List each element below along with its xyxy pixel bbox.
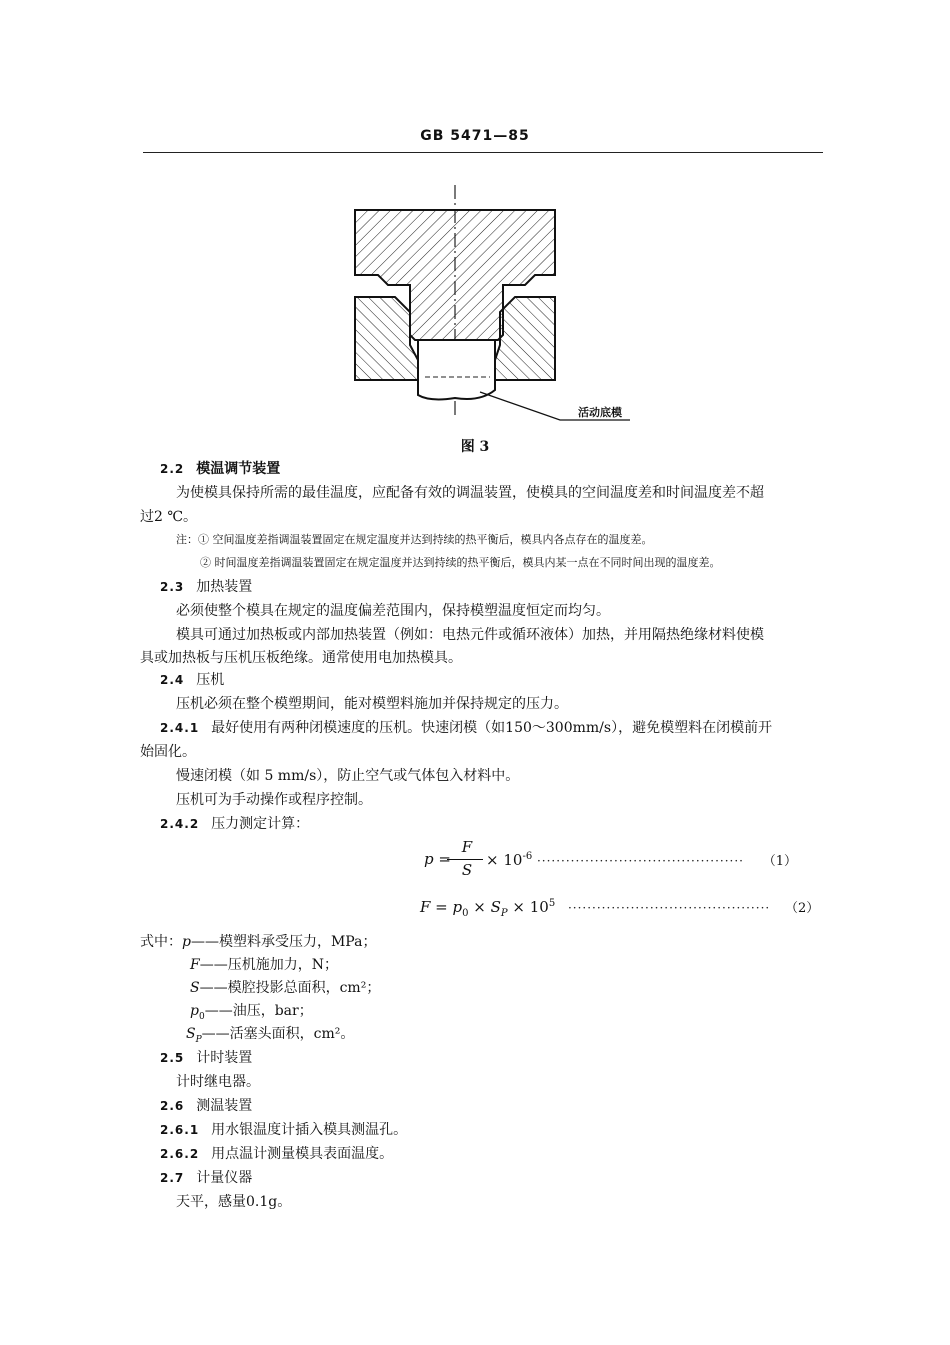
section-2-4-2-heading: 2.4.2 压力测定计算： bbox=[160, 816, 310, 832]
lower-mold-right bbox=[495, 297, 555, 380]
section-2-6-1: 2.6.1 用水银温度计插入模具测温孔。 bbox=[160, 1122, 408, 1138]
formula-1-denominator: S bbox=[461, 861, 473, 879]
section-2-2-heading: 2.2 模温调节装置 bbox=[160, 461, 281, 477]
lower-mold-left bbox=[355, 297, 418, 380]
section-2-4-1-control: 压机可为手动操作或程序控制。 bbox=[176, 792, 372, 808]
note-2: ② 时间温度差指调温装置固定在规定温度并达到持续的热平衡后，模具内某一点在不同时间出现的温度差。 bbox=[200, 556, 721, 569]
movable-bottom-label: 活动底模 bbox=[578, 406, 622, 419]
note-1: 注：① 空间温度差指调温装置固定在规定温度并达到持续的热平衡后，模具内各点存在的温度差。 bbox=[176, 533, 653, 546]
section-2-7-text: 天平，感量0.1g。 bbox=[176, 1194, 292, 1210]
section-2-4-1-slow: 慢速闭模（如 5 mm/s），防止空气或气体包入材料中。 bbox=[176, 768, 520, 784]
formula-1-lhs: p = bbox=[424, 850, 451, 868]
section-2-6-heading: 2.6 测温装置 bbox=[160, 1098, 253, 1114]
section-2-3-text-2-cont: 具或加热板与压机压板绝缘。通常使用电加热模具。 bbox=[140, 650, 462, 666]
section-2-5-text: 计时继电器。 bbox=[176, 1074, 260, 1090]
section-2-5-heading: 2.5 计时装置 bbox=[160, 1050, 253, 1066]
where-item-Sp: $S_P——$活塞头面积，cm²。 bbox=[186, 1026, 355, 1045]
formula-1-numerator: F bbox=[461, 838, 473, 856]
section-2-3-heading: 2.3 加热装置 bbox=[160, 579, 253, 595]
movable-bottom bbox=[418, 340, 495, 399]
formula-1-fraction-bar bbox=[447, 859, 483, 860]
section-2-4-heading: 2.4 压机 bbox=[160, 672, 225, 688]
where-item-S: S——模腔投影总面积，cm²； bbox=[190, 980, 381, 996]
section-2-4-text: 压机必须在整个模塑期间，能对模塑料施加并保持规定的压力。 bbox=[176, 696, 568, 712]
where-item-F: F——压机施加力，N； bbox=[190, 957, 338, 973]
section-2-2-text: 为使模具保持所需的最佳温度，应配备有效的调温装置，使模具的空间温度差和时间温度差不超 bbox=[176, 485, 764, 501]
formula-2: $F = p_0 \times S_P \times 10^5$ ·········································· （2） bbox=[420, 898, 820, 919]
where-item-p0: $p_0——$油压，bar； bbox=[190, 1003, 313, 1022]
formula-1-tail: × $10^{-6}$ ··········································· （1） bbox=[486, 851, 798, 869]
section-2-4-1-text: 2.4.1 最好使用有两种闭模速度的压机。快速闭模（如150～300mm/s），避免模塑料在闭模前开 bbox=[160, 720, 773, 736]
section-2-3-text-1: 必须使整个模具在规定的温度偏差范围内，保持模塑温度恒定而均匀。 bbox=[176, 603, 610, 619]
figure-caption: 图 3 bbox=[460, 439, 490, 455]
header-rule bbox=[143, 152, 823, 153]
section-2-7-heading: 2.7 计量仪器 bbox=[160, 1170, 253, 1186]
mold-diagram bbox=[330, 180, 650, 430]
section-2-6-2: 2.6.2 用点温计测量模具表面温度。 bbox=[160, 1146, 394, 1162]
section-2-3-text-2: 模具可通过加热板或内部加热装置（例如：电热元件或循环液体）加热，并用隔热绝缘材料使模 bbox=[176, 627, 764, 643]
where-intro: 式中：p——模塑料承受压力，MPa； bbox=[140, 934, 377, 950]
section-2-2-text-cont: 过2 ℃。 bbox=[140, 509, 198, 525]
page-header: GB 5471—85 bbox=[420, 128, 530, 144]
section-2-4-1-text-cont: 始固化。 bbox=[140, 744, 196, 760]
